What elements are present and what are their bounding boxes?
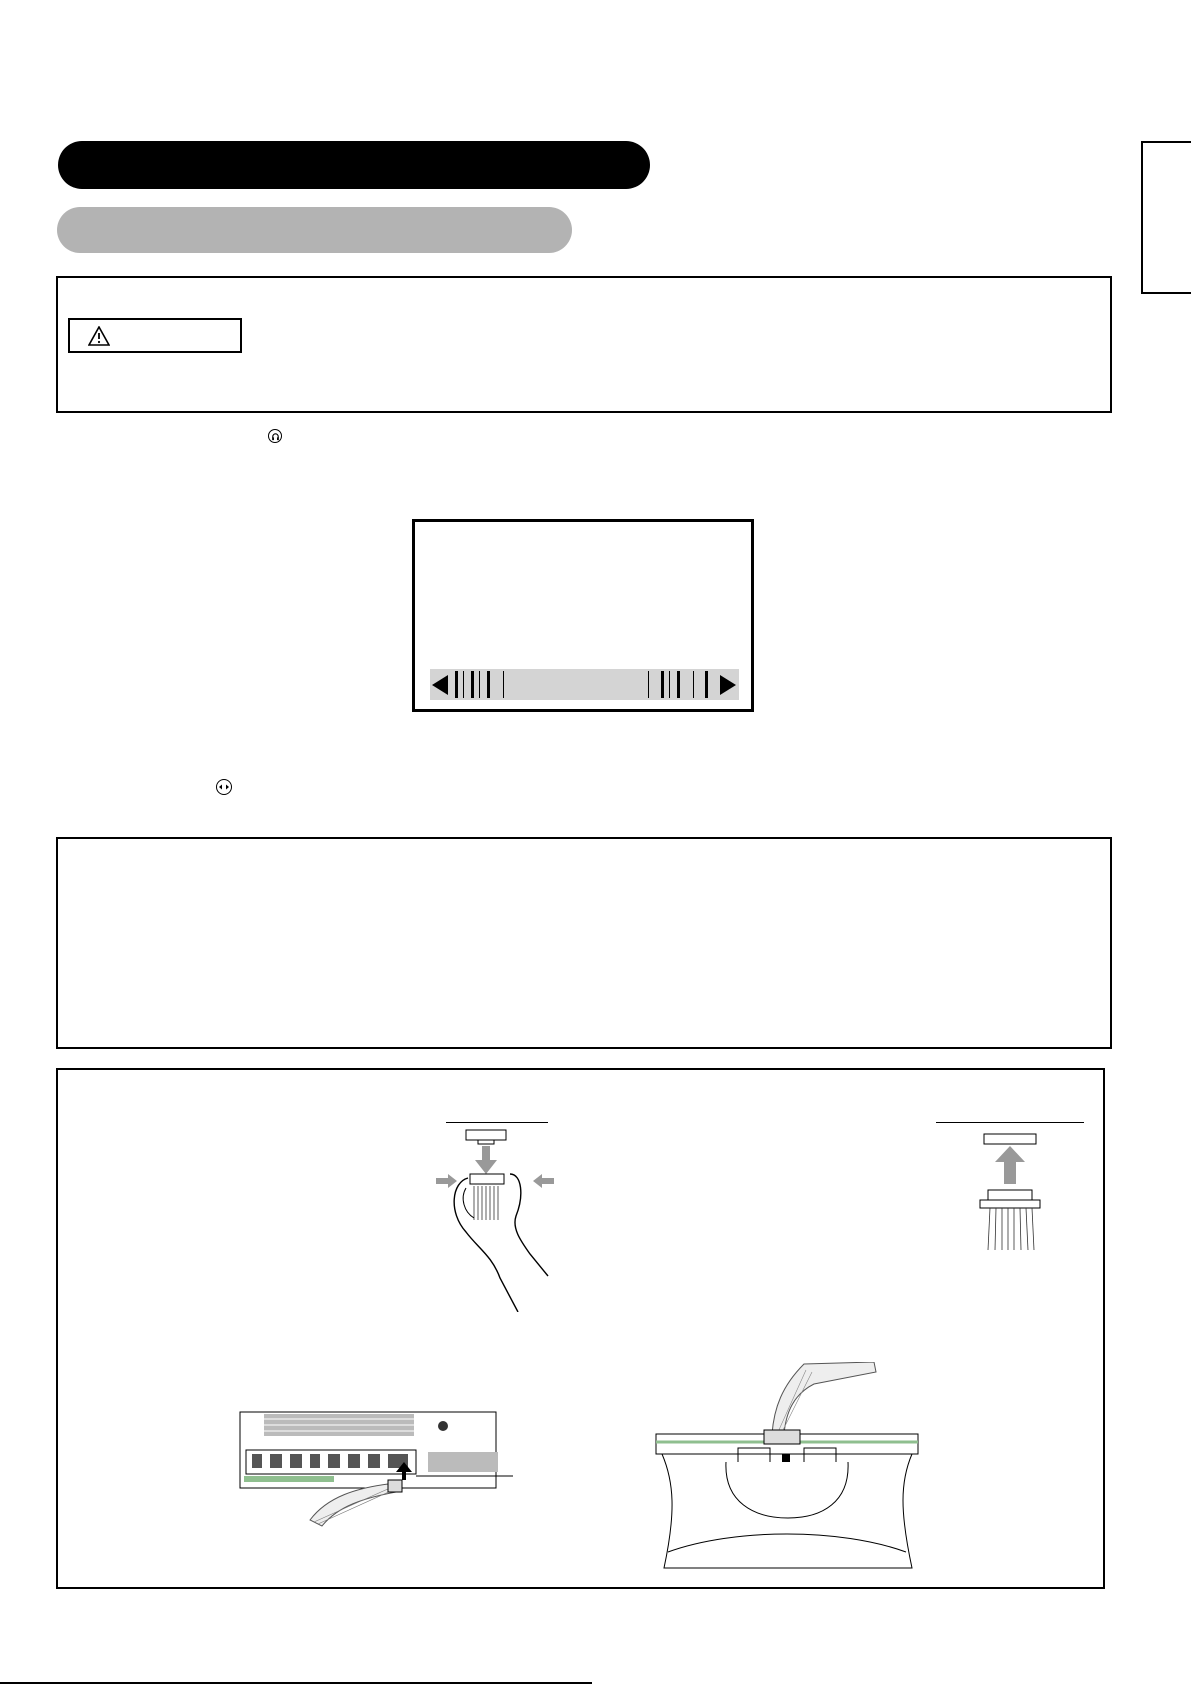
bar-tick xyxy=(479,671,480,698)
illustration-underline xyxy=(936,1122,1084,1123)
illustration-box xyxy=(56,1068,1105,1589)
headphone-icon xyxy=(268,429,282,443)
left-right-arrows-icon xyxy=(216,779,232,795)
bar-tick xyxy=(705,671,708,698)
connector-squeeze-illustration xyxy=(430,1128,560,1312)
note-box xyxy=(56,837,1112,1049)
left-triangle-icon xyxy=(432,675,448,695)
bar-tick xyxy=(487,671,490,698)
subsection-title-pill xyxy=(57,207,572,253)
side-index-tab xyxy=(1141,141,1191,294)
bar-tick xyxy=(677,671,680,698)
bar-tick xyxy=(503,671,504,698)
bar-tick xyxy=(455,671,458,698)
footer-rule xyxy=(0,1682,592,1684)
section-title-pill xyxy=(58,141,650,189)
warning-triangle-icon xyxy=(88,326,110,346)
bar-tick xyxy=(463,671,464,698)
caution-label xyxy=(68,318,242,353)
bar-tick xyxy=(661,671,664,698)
rear-panel-cable-illustration xyxy=(238,1410,516,1540)
bar-tick xyxy=(669,671,670,698)
illustration-underline xyxy=(446,1122,548,1123)
stand-cable-illustration xyxy=(654,1362,920,1576)
bar-tick xyxy=(471,671,474,698)
connector-lift-illustration xyxy=(976,1128,1046,1250)
right-triangle-icon xyxy=(720,675,736,695)
bar-tick xyxy=(648,671,649,698)
bar-tick xyxy=(693,671,694,698)
